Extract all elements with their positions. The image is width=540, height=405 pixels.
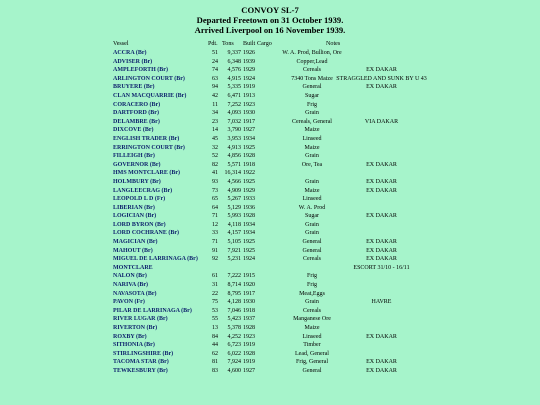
- cell-built: 1925: [243, 178, 255, 185]
- cell-tons: 6,022: [227, 350, 241, 357]
- cell-tons: 4,915: [227, 75, 241, 82]
- table-row: [0, 169, 540, 178]
- cell-vessel: DELAMBRE (Br): [113, 118, 160, 125]
- cell-tons: 6,471: [227, 92, 241, 99]
- cell-notes: EX DAKAR: [366, 239, 397, 246]
- cell-vessel: BRUYERE (Br): [113, 84, 155, 91]
- cell-built: 1913: [243, 92, 255, 99]
- cell-vessel: RIVER LUGAR (Br): [113, 316, 168, 323]
- table-row: [0, 221, 540, 230]
- table-row: [0, 178, 540, 187]
- cell-built: 1918: [243, 307, 255, 314]
- cell-tons: 4,252: [227, 333, 241, 340]
- cell-tons: 5,993: [227, 213, 241, 220]
- cell-pdt: 55: [212, 316, 218, 323]
- cell-tons: 5,423: [227, 316, 241, 323]
- cell-built: 1922: [243, 170, 255, 177]
- cell-cargo: Frig: [306, 273, 317, 280]
- cell-tons: 6,723: [227, 342, 241, 349]
- cell-cargo: Sugar: [305, 92, 319, 99]
- cell-cargo: Ore, Tea: [301, 161, 323, 168]
- column-header-tons: Tons: [222, 41, 234, 47]
- cell-pdt: 93: [212, 178, 218, 185]
- cell-cargo: Meat,Eggs: [299, 290, 325, 297]
- table-row: [0, 109, 540, 118]
- cell-cargo: Grain: [305, 299, 319, 306]
- cell-cargo: General: [302, 84, 322, 91]
- table-row: [0, 83, 540, 92]
- cell-tons: 7,046: [227, 307, 241, 314]
- cell-tons: 7,032: [227, 118, 241, 125]
- table-row: [0, 126, 540, 135]
- cell-vessel: LEOPOLD L D (Fr): [113, 196, 166, 203]
- cell-built: 1928: [243, 153, 255, 160]
- cell-built: 1918: [243, 161, 255, 168]
- cell-tons: 4,093: [227, 110, 241, 117]
- cell-pdt: 61: [212, 273, 218, 280]
- table-row: [0, 315, 540, 324]
- cell-pdt: 31: [212, 282, 218, 289]
- cell-built: 1924: [243, 256, 255, 263]
- table-row: [0, 212, 540, 221]
- cell-vessel: LORD BYRON (Br): [113, 221, 166, 228]
- table-row: [0, 161, 540, 170]
- convoy-table: [0, 49, 540, 376]
- cell-pdt: 24: [212, 58, 218, 65]
- cell-notes: EX DAKAR: [366, 256, 397, 263]
- cell-built: 1915: [243, 273, 255, 280]
- cell-notes: VIA DAKAR: [364, 118, 399, 125]
- cell-vessel: MAGICIAN (Br): [113, 239, 158, 246]
- cell-cargo: Frig, General: [296, 359, 328, 366]
- cell-vessel: SITHONIA (Br): [113, 342, 155, 349]
- column-header-built: Built: [243, 41, 256, 47]
- cell-pdt: 71: [212, 239, 218, 246]
- cell-pdt: 84: [212, 333, 218, 340]
- cell-tons: 4,913: [227, 144, 241, 151]
- table-row: [0, 204, 540, 213]
- cell-vessel: FILLEIGH (Br): [113, 153, 155, 160]
- cell-cargo: Manganese Ore: [293, 316, 331, 323]
- cell-built: 1925: [243, 239, 255, 246]
- cell-tons: 4,118: [227, 221, 241, 228]
- cell-built: 1928: [243, 350, 255, 357]
- cell-cargo: Timber: [303, 342, 321, 349]
- cell-tons: 7,252: [227, 101, 241, 108]
- cell-tons: 4,157: [227, 230, 241, 237]
- cell-built: 1928: [243, 213, 255, 220]
- cell-built: 1929: [243, 67, 255, 74]
- cell-pdt: 64: [212, 204, 218, 211]
- cell-tons: 3,953: [227, 135, 241, 142]
- cell-built: 1919: [243, 342, 255, 349]
- cell-pdt: 73: [212, 187, 218, 194]
- table-row: [0, 324, 540, 333]
- cell-tons: 7,222: [227, 273, 241, 280]
- cell-tons: 8,714: [227, 282, 241, 289]
- cell-notes: EX DAKAR: [366, 213, 397, 220]
- cell-cargo: Grain: [305, 153, 319, 160]
- arrived-line: Arrived Liverpool on 16 November 1939.: [194, 25, 346, 36]
- cell-notes: ESCORT 31/10 - 16/11: [353, 264, 410, 271]
- cell-cargo: Maize: [304, 325, 320, 331]
- cell-vessel: AMPLEFORTH (Br): [113, 67, 168, 74]
- cell-vessel: MONTCLARE: [113, 264, 153, 271]
- cell-vessel: HMS MONTCLARE (Br): [113, 170, 180, 177]
- cell-built: 1939: [243, 58, 255, 65]
- cell-pdt: 81: [212, 359, 218, 366]
- cell-vessel: DIXCOVE (Br): [113, 127, 154, 134]
- cell-pdt: 91: [212, 247, 218, 254]
- table-row: [0, 135, 540, 144]
- cell-cargo: Grain: [305, 178, 319, 185]
- table-row: [0, 195, 540, 204]
- cell-cargo: Cereals, General: [292, 118, 332, 125]
- cell-built: 1919: [243, 84, 255, 91]
- cell-notes: STRAGGLED AND SUNK BY U 43: [336, 75, 427, 82]
- table-row: [0, 92, 540, 101]
- cell-pdt: 34: [212, 110, 218, 117]
- cell-pdt: 51: [212, 50, 218, 56]
- cell-tons: 5,231: [227, 256, 241, 263]
- cell-vessel: ERRINGTON COURT (Br): [113, 144, 185, 151]
- cell-pdt: 75: [212, 299, 218, 306]
- cell-cargo: Frig: [306, 282, 317, 289]
- cell-pdt: 94: [212, 84, 218, 91]
- cell-pdt: 23: [212, 118, 218, 125]
- cell-built: 1934: [243, 135, 255, 142]
- cell-built: 1930: [243, 110, 255, 117]
- cell-pdt: 42: [212, 92, 218, 99]
- departed-line: Departed Freetown on 31 October 1939.: [196, 15, 344, 26]
- cell-tons: 5,378: [227, 325, 241, 331]
- cell-pdt: 53: [212, 307, 218, 314]
- cell-pdt: 45: [212, 135, 218, 142]
- cell-pdt: 92: [212, 256, 218, 263]
- table-row: [0, 247, 540, 256]
- column-header-pdt: Pdt.: [208, 41, 218, 47]
- cell-built: 1925: [243, 247, 255, 254]
- cell-built: 1917: [243, 118, 255, 125]
- cell-built: 1927: [243, 367, 255, 374]
- cell-vessel: LIBERIAN (Br): [113, 204, 155, 211]
- cell-cargo: W. A. Prod, Bullion, Ore: [282, 50, 342, 56]
- cell-vessel: LORD COCHRANE (Br): [113, 230, 179, 237]
- cell-built: 1924: [243, 75, 255, 82]
- cell-vessel: ADVISER (Br): [113, 58, 153, 65]
- column-header-cargo: Cargo: [257, 41, 272, 47]
- cell-cargo: Grain: [305, 230, 319, 237]
- table-row: [0, 101, 540, 110]
- cell-tons: 4,566: [227, 178, 241, 185]
- cell-tons: 3,790: [227, 127, 241, 134]
- cell-pdt: 74: [212, 67, 218, 74]
- cell-built: 1930: [243, 299, 255, 306]
- cell-cargo: General: [302, 247, 322, 254]
- cell-pdt: 63: [212, 75, 218, 82]
- table-row: [0, 281, 540, 290]
- cell-vessel: MAHOUT (Br): [113, 247, 153, 254]
- cell-cargo: General: [302, 239, 322, 246]
- cell-notes: EX DAKAR: [366, 359, 397, 366]
- table-row: [0, 49, 540, 58]
- cell-vessel: MIGUEL DE LARRINAGA (Br): [113, 256, 198, 263]
- table-row: [0, 358, 540, 367]
- table-row: [0, 264, 540, 273]
- table-row: [0, 307, 540, 316]
- cell-tons: 7,921: [227, 247, 241, 254]
- cell-pdt: 14: [212, 127, 218, 134]
- cell-vessel: RIVERTON (Br): [113, 325, 158, 331]
- table-row: [0, 75, 540, 84]
- cell-notes: EX DAKAR: [366, 178, 397, 185]
- table-row: [0, 333, 540, 342]
- cell-vessel: ROXBY (Br): [113, 333, 147, 340]
- cell-tons: 9,337: [227, 50, 241, 56]
- table-row: [0, 152, 540, 161]
- cell-built: 1923: [243, 101, 255, 108]
- cell-cargo: Grain: [305, 110, 319, 117]
- cell-pdt: 44: [212, 342, 218, 349]
- cell-cargo: Maize: [304, 144, 320, 151]
- cell-tons: 6,348: [227, 58, 241, 65]
- table-row: [0, 229, 540, 238]
- table-row: [0, 341, 540, 350]
- table-row: [0, 298, 540, 307]
- cell-tons: 8,795: [227, 290, 241, 297]
- cell-tons: 4,576: [227, 67, 241, 74]
- cell-cargo: Grain: [305, 221, 319, 228]
- cell-notes: EX DAKAR: [366, 367, 397, 374]
- cell-vessel: CLAN MACQUARRIE (Br): [113, 92, 187, 99]
- cell-built: 1928: [243, 325, 255, 331]
- cell-built: 1926: [243, 50, 255, 56]
- cell-vessel: PILAR DE LARRINAGA (Br): [113, 307, 192, 314]
- cell-vessel: LOGICIAN (Br): [113, 213, 157, 220]
- cell-pdt: 65: [212, 196, 218, 203]
- cell-built: 1925: [243, 144, 255, 151]
- cell-notes: EX DAKAR: [366, 84, 397, 91]
- cell-cargo: Cereals: [303, 256, 321, 263]
- table-row: [0, 272, 540, 281]
- cell-pdt: 41: [212, 170, 218, 177]
- table-row: [0, 144, 540, 153]
- table-row: [0, 58, 540, 67]
- cell-built: 1917: [243, 290, 255, 297]
- cell-cargo: Cereals: [303, 307, 321, 314]
- cell-tons: 5,571: [227, 161, 241, 168]
- cell-pdt: 32: [212, 144, 218, 151]
- cell-built: 1934: [243, 230, 255, 237]
- cell-cargo: Linseed: [302, 135, 322, 142]
- cell-vessel: LANGLEECRAG (Br): [113, 187, 173, 194]
- cell-tons: 16,314: [224, 170, 241, 177]
- cell-cargo: Maize: [304, 127, 320, 134]
- cell-vessel: NARIVA (Br): [113, 282, 149, 289]
- cell-pdt: 83: [212, 367, 218, 374]
- cell-cargo: Lead, General: [295, 350, 329, 357]
- cell-vessel: DARTFORD (Br): [113, 110, 159, 117]
- cell-cargo: General: [302, 367, 322, 374]
- cell-built: 1936: [243, 204, 255, 211]
- cell-cargo: 7340 Tons Maize: [291, 75, 333, 82]
- cell-vessel: NALON (Br): [113, 273, 147, 280]
- table-row: [0, 187, 540, 196]
- cell-built: 1929: [243, 187, 255, 194]
- cell-vessel: GOVERNOR (Br): [113, 161, 161, 168]
- cell-vessel: TEWKESBURY (Br): [113, 367, 168, 374]
- cell-cargo: Copper,Lead: [296, 58, 328, 65]
- column-header-vessel: Vessel: [113, 41, 129, 47]
- cell-tons: 5,335: [227, 84, 241, 91]
- cell-pdt: 33: [212, 230, 218, 237]
- cell-notes: EX DAKAR: [366, 161, 397, 168]
- cell-cargo: Frig: [306, 101, 317, 108]
- table-row: [0, 238, 540, 247]
- cell-tons: 4,856: [227, 153, 241, 160]
- table-row: [0, 367, 540, 376]
- cell-tons: 4,128: [227, 299, 241, 306]
- table-row: [0, 350, 540, 359]
- cell-vessel: ARLINGTON COURT (Br): [113, 75, 185, 82]
- convoy-title: CONVOY SL-7: [241, 5, 299, 15]
- cell-pdt: 11: [212, 101, 218, 108]
- cell-cargo: W. A. Prod: [298, 204, 326, 211]
- cell-cargo: Linseed: [302, 196, 322, 203]
- cell-notes: EX DAKAR: [366, 247, 397, 254]
- cell-built: 1937: [243, 316, 255, 323]
- cell-tons: 5,105: [227, 239, 241, 246]
- cell-notes: HAVRE: [371, 299, 392, 306]
- cell-vessel: NAVASOTA (Br): [113, 290, 157, 297]
- cell-pdt: 71: [212, 213, 218, 220]
- cell-cargo: Maize: [304, 187, 320, 194]
- cell-pdt: 52: [212, 153, 218, 160]
- cell-pdt: 62: [212, 350, 218, 357]
- cell-built: 1933: [243, 196, 255, 203]
- cell-cargo: Cereals: [303, 67, 321, 74]
- cell-pdt: 82: [212, 161, 218, 168]
- cell-notes: EX DAKAR: [366, 333, 397, 340]
- table-row: [0, 66, 540, 75]
- cell-vessel: TACOMA STAR (Br): [113, 359, 169, 366]
- cell-vessel: ACCRA (Br): [113, 50, 147, 56]
- table-row: [0, 290, 540, 299]
- cell-built: 1923: [243, 333, 255, 340]
- cell-tons: 5,267: [227, 196, 241, 203]
- cell-vessel: PAVON (Fr): [113, 299, 145, 306]
- cell-cargo: Linseed: [302, 333, 322, 340]
- cell-built: 1920: [243, 282, 255, 289]
- cell-tons: 5,129: [227, 204, 241, 211]
- cell-pdt: 22: [212, 290, 218, 297]
- cell-tons: 4,600: [227, 367, 241, 374]
- cell-notes: EX DAKAR: [366, 187, 397, 194]
- cell-vessel: CORACERO (Br): [113, 101, 161, 108]
- cell-vessel: HOLMBURY (Br): [113, 178, 161, 185]
- column-header-notes: Notes: [326, 41, 341, 47]
- cell-cargo: Sugar: [305, 213, 319, 220]
- table-row: [0, 118, 540, 127]
- cell-built: 1927: [243, 127, 255, 134]
- cell-tons: 4,909: [227, 187, 241, 194]
- cell-vessel: STIRLINGSHIRE (Br): [113, 350, 174, 357]
- cell-built: 1934: [243, 221, 255, 228]
- cell-pdt: 13: [212, 325, 218, 331]
- table-row: [0, 255, 540, 264]
- cell-pdt: 12: [212, 221, 218, 228]
- convoy-header: [0, 5, 540, 36]
- cell-notes: EX DAKAR: [366, 67, 397, 74]
- cell-built: 1919: [243, 359, 255, 366]
- cell-tons: 7,924: [227, 359, 241, 366]
- cell-vessel: ENGLISH TRADER (Br): [113, 135, 180, 142]
